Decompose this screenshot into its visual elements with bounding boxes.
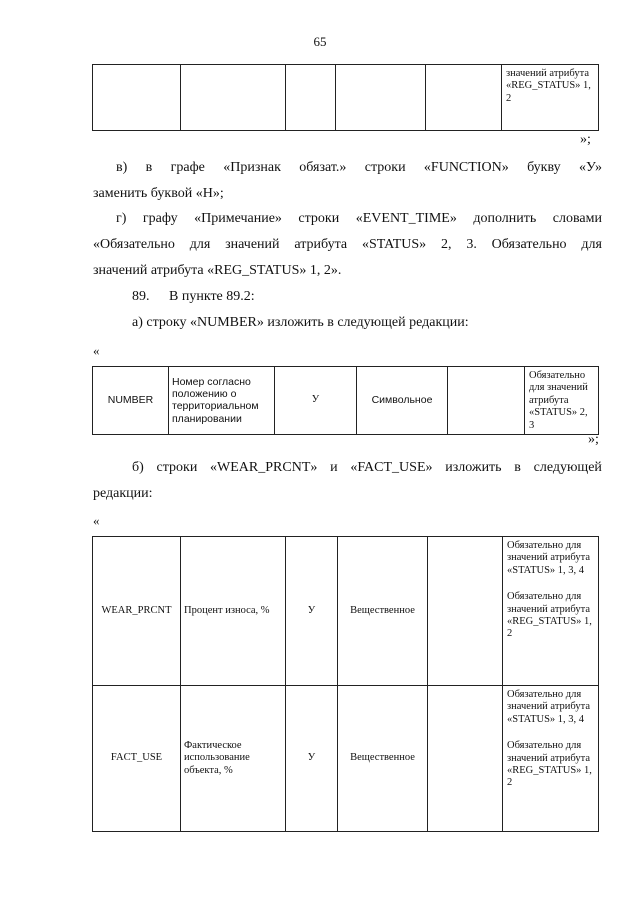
- table-cell: [426, 65, 502, 131]
- note-text: Обязательно для значений атрибута «REG_STATUS» 1, 2: [507, 591, 592, 640]
- word: строки: [156, 460, 198, 475]
- empty-cell: [428, 686, 503, 832]
- empty-cell: [428, 537, 503, 686]
- type-cell: Вещественное: [338, 686, 428, 832]
- note-text: Обязательно для значений атрибута «REG_STATUS» 1, 2: [507, 740, 592, 789]
- field-code-cell: WEAR_PRCNT: [93, 537, 181, 686]
- word: дополнить: [473, 211, 537, 226]
- paragraph-a: а) строку «NUMBER» изложить в следующей редакции:: [132, 315, 469, 330]
- word: «Признак: [223, 160, 281, 175]
- paragraph-b-line-1: [132, 460, 602, 476]
- closing-quote: »;: [588, 432, 599, 447]
- word: строки: [298, 211, 340, 226]
- note-cell: значений атрибута «REG_STATUS» 1, 2: [502, 65, 599, 131]
- paragraph-v-line-2: заменить буквой «Н»;: [93, 186, 224, 201]
- word: букву: [527, 160, 561, 175]
- word: 3.: [466, 237, 477, 252]
- word: графу: [142, 211, 178, 226]
- word: г): [116, 211, 127, 226]
- note-cell: [503, 537, 599, 686]
- required-cell: У: [275, 367, 357, 435]
- word: «STATUS»: [361, 237, 427, 252]
- word: и: [330, 460, 338, 475]
- description-cell: Номер согласно положению о территориальном планировании: [169, 367, 275, 435]
- word: «Обязательно: [93, 237, 175, 252]
- paragraph-g-line-3: значений атрибута «REG_STATUS» 1, 2».: [93, 263, 342, 278]
- item-89-number: 89.: [132, 289, 150, 304]
- word: обязат.»: [299, 160, 347, 175]
- table-cell: [93, 65, 181, 131]
- table-cell: [181, 65, 286, 131]
- paragraph-g-line-2: [93, 237, 602, 253]
- empty-cell: [448, 367, 525, 435]
- field-code-cell: NUMBER: [93, 367, 169, 435]
- word: в: [145, 160, 153, 175]
- word: для: [189, 237, 211, 252]
- type-cell: Вещественное: [338, 537, 428, 686]
- word: строки: [364, 160, 406, 175]
- table-cell: [286, 65, 336, 131]
- description-cell: Процент износа, %: [181, 537, 286, 686]
- required-cell: У: [286, 537, 338, 686]
- table-cell: [336, 65, 426, 131]
- word: атрибута: [294, 237, 348, 252]
- field-code-cell: FACT_USE: [93, 686, 181, 832]
- word: следующей: [533, 460, 602, 475]
- paragraph-v-line-1: [116, 160, 602, 176]
- table-number: [92, 366, 599, 435]
- paragraph-b-line-2: редакции:: [93, 486, 153, 501]
- note-text: Обязательно для значений атрибута «STATUS» 1, 3, 4: [507, 540, 590, 576]
- table-fragment-top: [92, 64, 599, 131]
- word: в: [514, 460, 521, 475]
- word: изложить: [445, 460, 502, 475]
- paragraph-g-line-1: [116, 211, 602, 227]
- word: значений: [225, 237, 280, 252]
- table-row: [93, 367, 599, 435]
- table-row: [93, 686, 599, 832]
- table-row: [93, 537, 599, 686]
- page-number: 65: [313, 34, 327, 49]
- table-wear-fact: [92, 536, 599, 832]
- opening-quote: «: [93, 343, 100, 358]
- word: в): [116, 160, 128, 175]
- note-text: Обязательно для значений атрибута «STATUS» 1, 3, 4: [507, 689, 590, 725]
- word: «FUNCTION»: [423, 160, 509, 175]
- item-89-text: В пункте 89.2:: [169, 289, 255, 304]
- word: Обязательно: [491, 237, 567, 252]
- opening-quote: «: [93, 513, 100, 528]
- type-cell: Символьное: [357, 367, 448, 435]
- note-cell: [503, 686, 599, 832]
- note-cell: Обязательно для значений атрибута «STATUS» 2, 3: [525, 367, 599, 435]
- required-cell: У: [286, 686, 338, 832]
- word: графе: [170, 160, 205, 175]
- table-row: [93, 65, 599, 131]
- description-cell: Фактическое использование объекта, %: [181, 686, 286, 832]
- word: б): [132, 460, 144, 475]
- closing-quote: »;: [580, 132, 591, 147]
- word: «WEAR_PRCNT»: [210, 460, 318, 475]
- word: «У»: [578, 160, 602, 175]
- word: словами: [552, 211, 602, 226]
- word: для: [581, 237, 602, 252]
- word: «EVENT_TIME»: [355, 211, 457, 226]
- word: «Примечание»: [194, 211, 282, 226]
- word: «FACT_USE»: [350, 460, 433, 475]
- word: 2,: [441, 237, 452, 252]
